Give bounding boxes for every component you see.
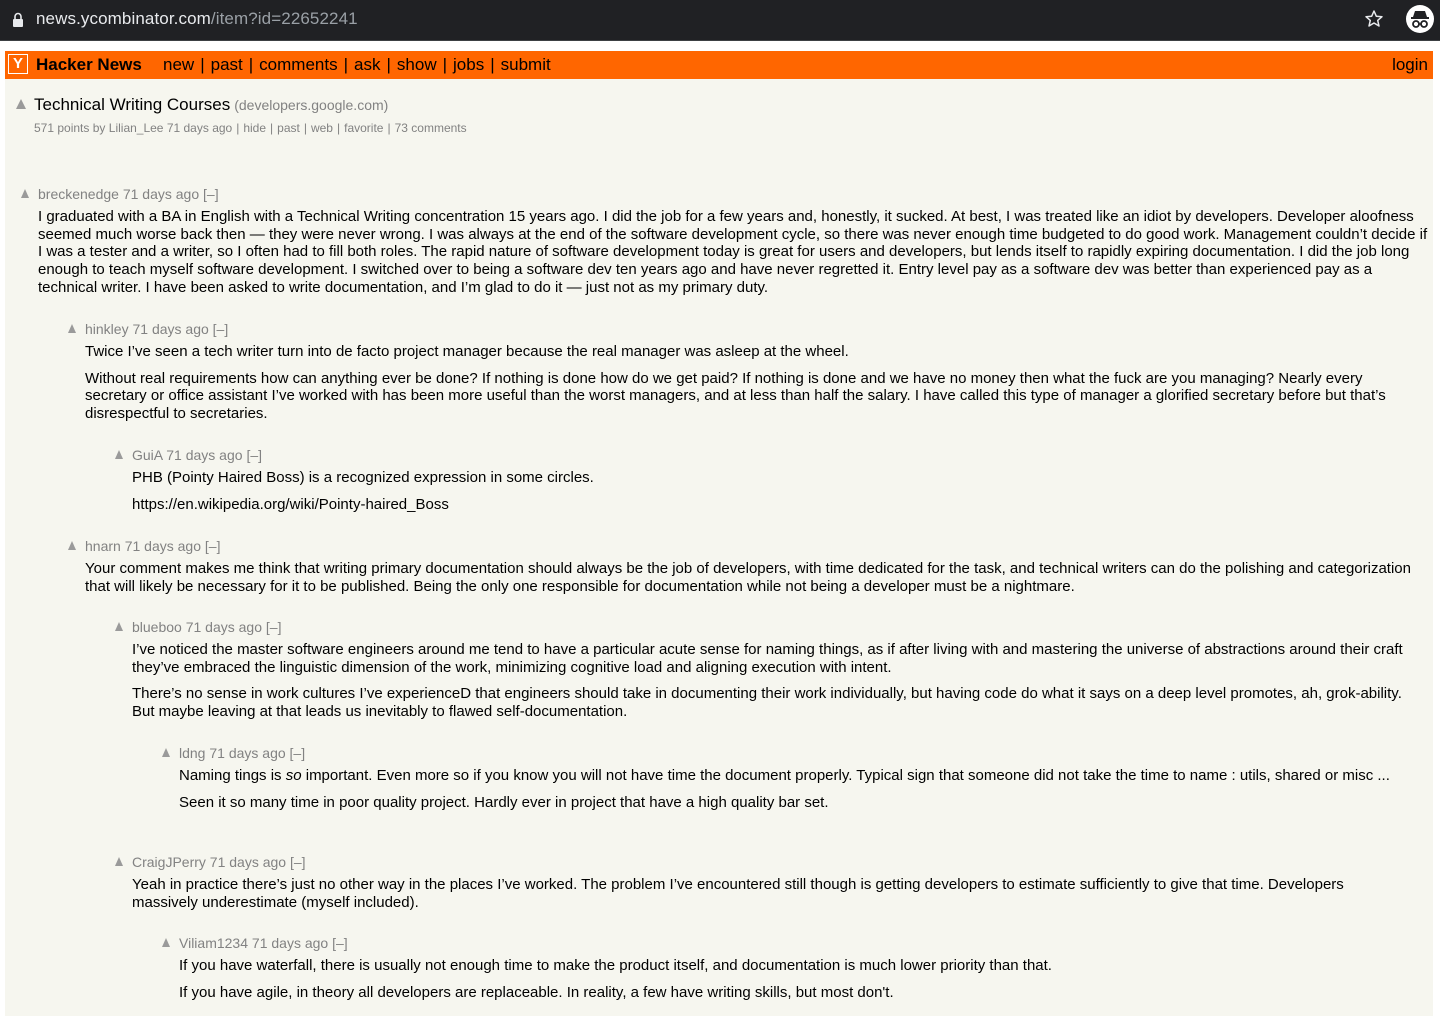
comment-text (179, 767, 1404, 820)
story-comments-count[interactable]: 73 comments (394, 121, 467, 135)
collapse-toggle[interactable]: [–] (246, 447, 263, 463)
upvote-icon[interactable] (68, 324, 76, 333)
collapse-toggle[interactable]: [–] (204, 538, 221, 554)
comment-user[interactable]: hinkley (85, 321, 129, 337)
comment-user[interactable]: ldng (179, 745, 206, 761)
story-user[interactable]: Lilian_Lee (108, 121, 164, 135)
comment-paragraph: I graduated with a BA in English with a Technical Writing concentration 15 years ago. I did the job for a few years and, honestly, it sucked. At best, I was treated like an idiot by developers. Developer aloofness seemed much worse back then — they were never wrong. I was always at the end of the software development cycle, so there was never enough time budgeted to do good work. Management couldn’t decide if I was a tester and a writer, so I often had to fill both roles. The rapid nature of software development today is great for users and developers, but lends itself to rapidly expiring documentation. I did the job long enough to teach myself software development. I switched over to being a software dev ten years ago and have never regretted it. Entry level pay as a software dev was better than experienced pay as a technical writer. I have been asked to write documentation, and I’m glad to do it — just not as my primary duty. (38, 208, 1428, 296)
nav-jobs[interactable]: jobs (453, 55, 485, 74)
wikipedia-link[interactable]: https://en.wikipedia.org/wiki/Pointy-haired_Boss (132, 495, 449, 513)
collapse-toggle[interactable]: [–] (332, 935, 348, 951)
url-host: news.ycombinator.com (36, 9, 211, 28)
login-link[interactable]: login (1392, 55, 1428, 74)
comment-paragraph: There’s no sense in work cultures I’ve experienceD that engineers should take in documenting their work individually, but having code do what it says on a deep level promotes, ah, grok-ability. But maybe leaving at that leads us inevitably to flawed self-documentation. (132, 685, 1402, 721)
comment-text (132, 469, 1422, 522)
comment-user[interactable]: hnarn (85, 538, 121, 554)
upvote-icon[interactable] (21, 189, 29, 198)
address-bar[interactable] (36, 9, 358, 29)
collapse-toggle[interactable]: [–] (289, 854, 306, 870)
comment-paragraph (179, 767, 1404, 785)
nav-past[interactable]: past (210, 55, 243, 74)
nav-ask[interactable]: ask (354, 55, 381, 74)
url-path: /item?id=22652241 (210, 9, 358, 28)
upvote-icon[interactable] (115, 450, 123, 459)
comment-text (179, 957, 1404, 1010)
upvote-icon[interactable] (162, 938, 170, 947)
comment-paragraph: I’ve noticed the master software engineers around me tend to have a particular acute sense for naming things, as if after living with and mastering the universe of abstractions around their craft they’ve embraced the linguistic dimension of the work, minimizing cognitive load and aligning execution with intent. (132, 641, 1403, 676)
nav-links: new | past | comments | ask | show | jobs | submit (163, 55, 551, 74)
comment-header (132, 619, 281, 635)
comment-user[interactable]: breckenedge (38, 186, 119, 202)
comment-header (179, 935, 348, 951)
collapse-toggle[interactable]: [–] (203, 186, 219, 202)
incognito-icon[interactable] (1406, 5, 1434, 33)
story-favorite[interactable]: favorite (344, 121, 384, 135)
comment-age[interactable]: 71 days ago (251, 935, 329, 951)
page-content (5, 51, 1433, 1016)
text-segment: Naming tings is (179, 767, 286, 784)
comment-age[interactable]: 71 days ago (209, 854, 287, 870)
story-title (34, 95, 388, 115)
nav-show[interactable]: show (396, 55, 437, 74)
upvote-icon[interactable] (162, 748, 170, 757)
story-subtext: 571 points by Lilian_Lee 71 days ago | hide | past | web | favorite | 73 comments (34, 121, 467, 135)
comment-age[interactable]: 71 days ago (209, 745, 286, 761)
comment-paragraph: Yeah in practice there’s just no other way in the places I’ve worked. The problem I’ve encountered still though is getting developers to estimate sufficiently to give that time. Developers massively underestimate (myself included). (132, 876, 1344, 911)
comment-age[interactable]: 71 days ago (122, 186, 200, 202)
comment-age[interactable]: 71 days ago (124, 538, 201, 554)
upvote-icon[interactable] (115, 622, 123, 631)
story-past[interactable]: past (277, 121, 300, 135)
story-web[interactable]: web (310, 121, 333, 135)
y-logo[interactable]: Y (8, 54, 28, 74)
comment-text (85, 343, 1420, 432)
comment-paragraph: PHB (Pointy Haired Boss) is a recognized expression in some circles. (132, 469, 594, 486)
collapse-toggle[interactable]: [–] (265, 619, 282, 635)
comment-paragraph: Your comment makes me think that writing primary documentation should always be the job of developers, with time dedicated for the task, and technical writers can do the polishing and categorization that will likely be necessary for it to be published. Being the only one responsible for documentation while not being a developer must be a nightmare. (85, 560, 1411, 595)
bookmark-star-icon[interactable] (1364, 9, 1384, 29)
story-by: by (92, 121, 106, 135)
comment-header (38, 186, 219, 202)
comment-text (132, 641, 1426, 730)
comment-user[interactable]: blueboo (132, 619, 182, 635)
collapse-toggle[interactable]: [–] (289, 745, 306, 761)
comment-age[interactable]: 71 days ago (132, 321, 209, 337)
text-segment: important. Even more so if you know you will not have time the document properly. Typical sign that someone did not take the time to name : utils, shared or misc ... (301, 767, 1390, 784)
comment-user[interactable]: GuiA (132, 447, 163, 463)
nav-submit[interactable]: submit (500, 55, 551, 74)
comment-age[interactable]: 71 days ago (166, 447, 243, 463)
emphasis: so (285, 767, 302, 784)
comment-text (132, 876, 1402, 920)
comment-paragraph: Seen it so many time in poor quality project. Hardly ever in project that have a high quality bar set. (179, 793, 829, 811)
site-name[interactable]: Hacker News (36, 55, 142, 74)
lock-icon (12, 12, 24, 28)
comment-header (179, 745, 305, 761)
comment-header (132, 854, 306, 870)
story-hide[interactable]: hide (243, 121, 267, 135)
comment-paragraph: If you have agile, in theory all developers are replaceable. In reality, a few have writing skills, but most don't. (179, 983, 894, 1001)
comment-header (132, 447, 262, 463)
comment-header (85, 538, 220, 554)
comment-user[interactable]: Viliam1234 (179, 935, 249, 951)
comment-paragraph: Without real requirements how can anything ever be done? If nothing is done how do we get paid? If nothing is done and we have no money then what the fuck are you managing? Nearly every secretary or office assistant I’ve worked with has been more useful than the worst managers, and at less than half the salary. I have called this type of manager a glorified secretary before but that’s disrespectful to secretaries. (85, 369, 1386, 423)
story-site[interactable]: (developers.google.com) (234, 97, 389, 113)
comment-user[interactable]: CraigJPerry (132, 854, 206, 870)
nav-comments[interactable]: comments (259, 55, 338, 74)
comment-text (38, 208, 1430, 306)
upvote-icon[interactable] (68, 541, 76, 550)
story-upvote-icon[interactable] (16, 99, 26, 109)
comment-header (85, 321, 228, 337)
comment-paragraph: Twice I’ve seen a tech writer turn into de facto project manager because the real manager was asleep at the wheel. (85, 343, 849, 360)
story-title-link[interactable]: Technical Writing Courses (34, 95, 231, 114)
upvote-icon[interactable] (115, 857, 123, 866)
comment-text (85, 560, 1420, 604)
collapse-toggle[interactable]: [–] (212, 321, 229, 337)
comment-age[interactable]: 71 days ago (185, 619, 263, 635)
nav-new[interactable]: new (163, 55, 195, 74)
story-points: 571 points (34, 121, 90, 135)
header-bar (5, 51, 1433, 79)
story-age[interactable]: 71 days ago (166, 121, 233, 135)
comment-paragraph: If you have waterfall, there is usually not enough time to make the product itself, and documentation is much lower priority than that. (179, 957, 1052, 974)
browser-toolbar (0, 0, 1440, 41)
